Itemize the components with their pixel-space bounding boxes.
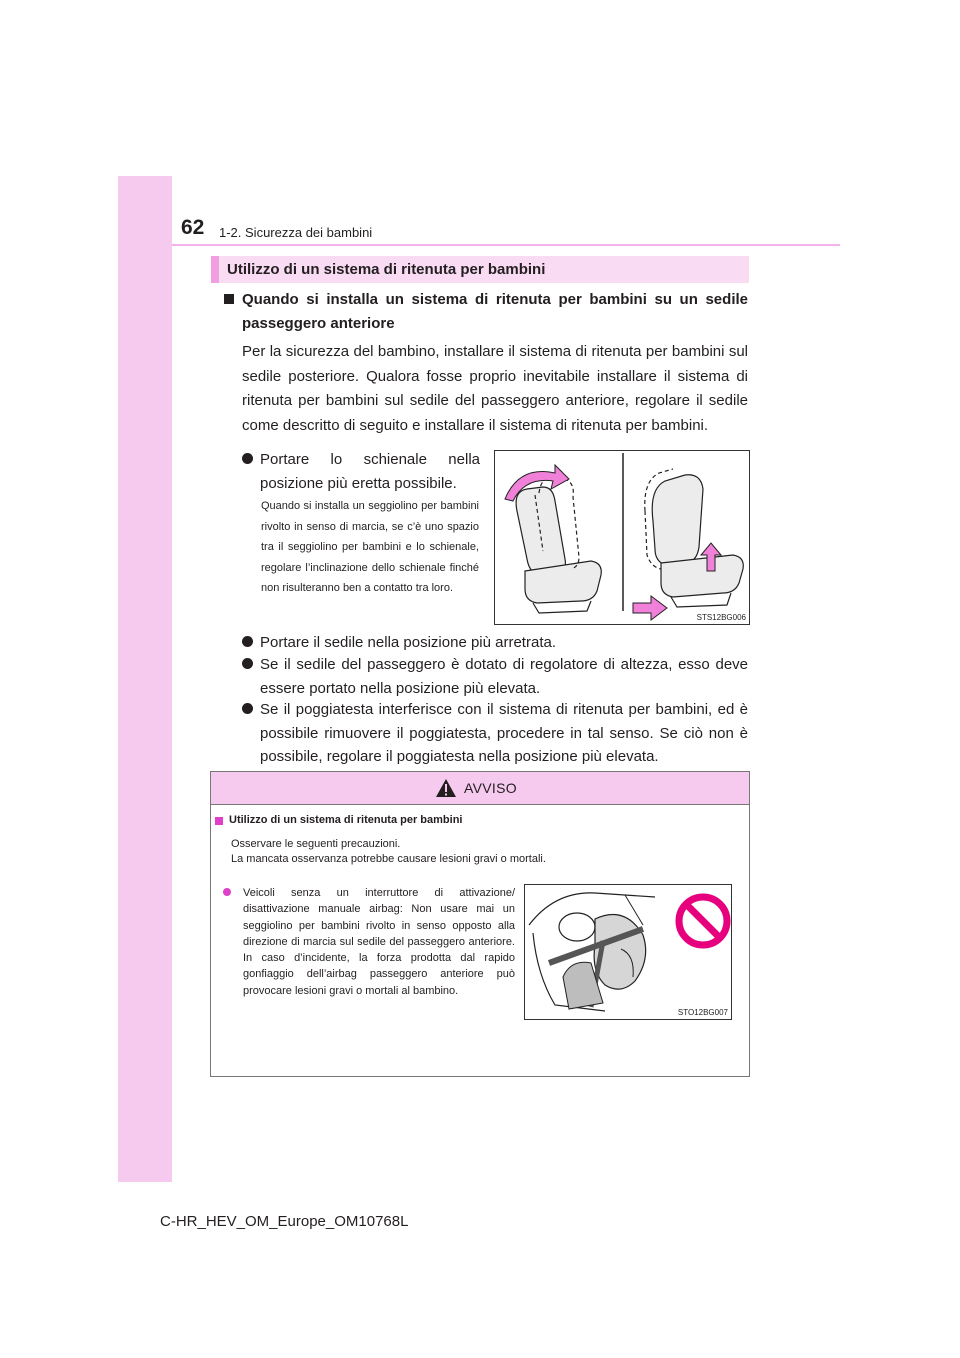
square-bullet-icon: [215, 817, 223, 825]
bullet-item-1: [242, 448, 480, 495]
warning-line-2: La mancata osservanza potrebbe causare lesioni gravi o mortali.: [231, 853, 546, 865]
bullet-item-2: [242, 631, 748, 655]
side-tab-strip: [118, 176, 172, 1182]
warning-bullet-text: Veicoli senza un interruttore di attivazione/ disattivazione manuale airbag: Non usare mai un seggiolino per bambini rivolto in senso opposto alla direzione di marcia sul sedile del passeggero anteriore. In caso d’incidente, la forza prodotta dal rapido gonfiaggio dell’airbag passeggero anteriore può provocare lesioni gravi o mortali al bambino.: [243, 887, 515, 997]
bullet-dot-icon: [242, 453, 253, 464]
seat-adjust-figure: [494, 450, 750, 625]
upright-seat-drawing: [652, 475, 743, 607]
subheading: [224, 288, 748, 336]
figure-code: STO12BG007: [677, 1008, 728, 1017]
header-rule: [172, 244, 840, 246]
reclined-seat-drawing: [516, 487, 601, 613]
warning-subheading-text: Utilizzo di un sistema di ritenuta per bambini: [229, 814, 463, 826]
bullet-item-4: [242, 698, 748, 769]
intro-paragraph: Per la sicurezza del bambino, installare il sistema di ritenuta per bambini sul sedile posteriore. Qualora fosse proprio inevitabile installare il sistema di ritenuta per bambini sul sedile del passeggero anteriore, regolare il sedile come descritto di seguito e installare il sistema di ritenuta per bambini.: [242, 343, 748, 434]
page-number: 62: [181, 216, 205, 239]
bullet-dot-icon: [242, 658, 253, 669]
seat-illustration: [495, 451, 749, 624]
square-bullet-icon: [224, 294, 234, 304]
warning-header: [211, 772, 749, 805]
bullet-dot-icon: [242, 636, 253, 647]
section-title: 1-2. Sicurezza dei bambini: [219, 225, 373, 240]
slide-back-arrow-icon: [633, 596, 667, 620]
warning-bullet: [223, 885, 515, 999]
airbag-warning-figure: [524, 884, 732, 1020]
warning-subheading: [215, 814, 462, 826]
title-bar-text: Utilizzo di un sistema di ritenuta per bambini: [227, 261, 546, 278]
warning-label: AVVISO: [464, 780, 517, 796]
bullet-text: Se il sedile del passeggero è dotato di regolatore di altezza, esso deve essere portato nella posizione più elevata.: [260, 656, 748, 697]
note-text: Quando si installa un seggiolino per bambini rivolto in senso di marcia, se c’è uno spazio tra il seggiolino per bambini e lo schienale, regolare l’inclinazione dello schienale finché non risulteranno ben a contatto tra loro.: [261, 500, 479, 594]
bullet-item-3: [242, 653, 748, 700]
bullet-text: Se il poggiatesta interferisce con il sistema di ritenuta per bambini, ed è possibile rimuovere il poggiatesta, procedere in tal senso. Se ciò non è possibile, regolare il poggiatesta nella posizione più elevata.: [260, 701, 748, 765]
bullet-dot-icon: [242, 703, 253, 714]
bullet-text: Portare il sedile nella posizione più arretrata.: [260, 634, 556, 651]
warning-line-1: Osservare le seguenti precauzioni.: [231, 838, 401, 850]
subheading-text: Quando si installa un sistema di ritenuta per bambini su un sedile passeggero anteriore: [242, 291, 748, 332]
title-bar: [211, 256, 749, 283]
warning-triangle-icon: [435, 778, 457, 798]
prohibited-icon: [679, 897, 727, 945]
figure-code: STS12BG006: [696, 613, 746, 622]
bullet-dot-icon: [223, 888, 231, 896]
airbag-illustration: [525, 885, 731, 1019]
footer-code: C-HR_HEV_OM_Europe_OM10768L: [160, 1213, 409, 1230]
bullet-text: Portare lo schienale nella posizione più eretta possibile.: [260, 451, 480, 492]
